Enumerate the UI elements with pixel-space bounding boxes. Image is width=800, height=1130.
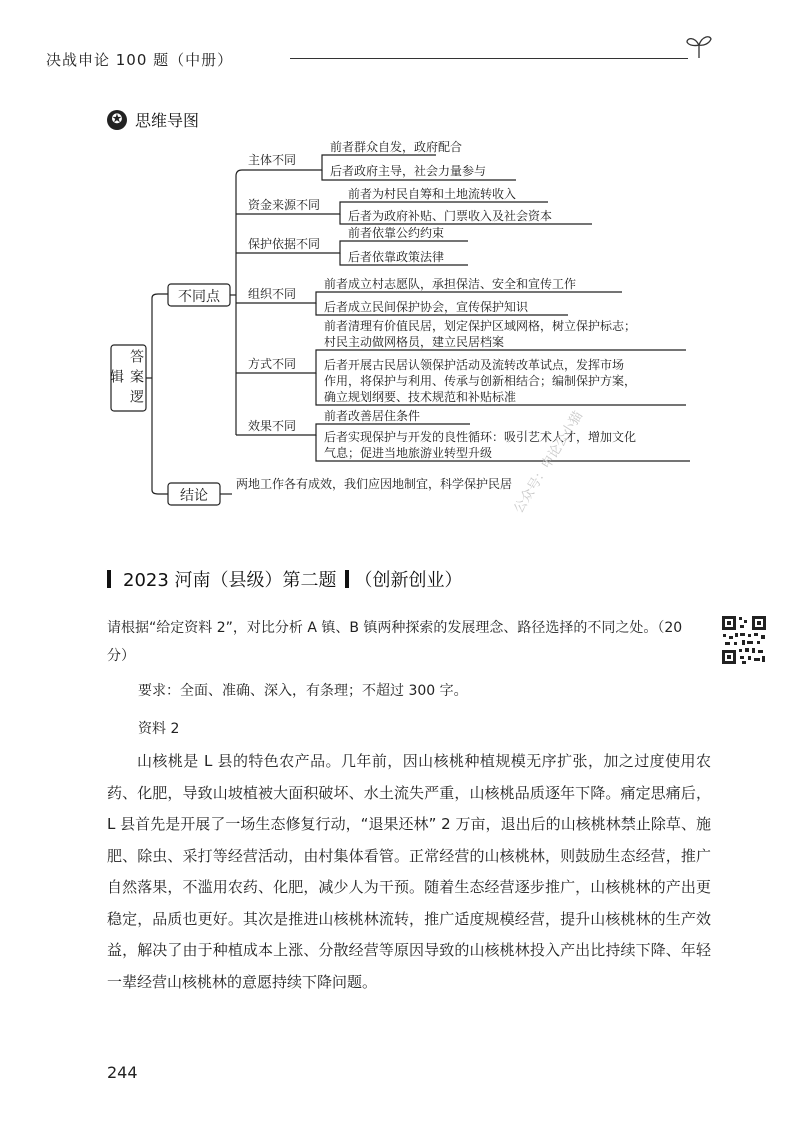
leaf-method-b-line3: 确立规划纲要、技术规范和补贴标准 xyxy=(324,390,517,404)
heading-bar-right xyxy=(345,570,349,588)
leaf-effect-a: 前者改善居住条件 xyxy=(324,409,421,423)
mindmap-heading-text: 思维导图 xyxy=(135,111,200,130)
material-title: 资料 2 xyxy=(138,721,180,737)
heading-bar-left xyxy=(107,570,111,588)
leaf-effect-b-line2: 气息；促进当地旅游业转型升级 xyxy=(324,446,493,460)
category-method: 方式不同 xyxy=(248,357,297,371)
material-paragraph: 山核桃是 L 县的特色农产品。几年前，因山核桃种植规模无序扩张，加之过度使用农药、化肥，导致山坡植被大面积破坏、水土流失严重，山核桃品质逐年下降。痛定思痛后，L 县首先是开展了一场生态修复行动，“退果还林” 2 万亩，退出后的山核桃林禁止除草、施肥、除虫、采打等经营活动，由村集体看管。正常经营的山核桃林，则鼓励生态经营，推广自然落果，不滥用农药、化肥，减少人为干预。随着生态经营逐步推广，山核桃林的产出更稳定，品质也更好。其次是推进山核桃林流转，推广适度规模经营，提升山核桃林的生产效益，解决了由于种植成本上涨、分散经营等原因导致的山核桃林投入产出比持续下降、年轻一辈经营山核桃林的意愿持续下降问题。 xyxy=(107,752,711,991)
leaf-funding-a: 前者为村民自筹和土地流转收入 xyxy=(348,187,517,201)
different-points-label: 不同点 xyxy=(178,289,220,305)
conclusion-text: 两地工作各有成效，我们应因地制宜，科学保护民居 xyxy=(236,477,513,491)
section-heading xyxy=(107,566,463,592)
book-title: 决战申论 100 题（中册） xyxy=(46,51,234,69)
leaf-subject-a: 前者群众自发，政府配合 xyxy=(330,140,463,154)
category-funding: 资金来源不同 xyxy=(248,198,321,212)
leaf-method-a-line1: 前者清理有价值民居，划定保护区域网格，树立保护标志； xyxy=(324,319,637,333)
leaf-basis-b: 后者依靠政策法律 xyxy=(348,250,445,264)
category-organization: 组织不同 xyxy=(248,287,297,301)
category-subject: 主体不同 xyxy=(248,153,297,167)
leaf-basis-a: 前者依靠公约约束 xyxy=(348,226,445,240)
star-circle-icon: ✪ xyxy=(107,110,127,130)
leaf-funding-b: 后者为政府补贴、门票收入及社会资本 xyxy=(348,209,553,223)
leaf-method-b-line1: 后者开展古民居认领保护活动及流转改革试点，发挥市场 xyxy=(324,358,625,372)
leaf-method-b-line2: 作用，将保护与利用、传承与创新相结合；编制保护方案， xyxy=(324,374,637,388)
leaf-organization-a: 前者成立村志愿队，承担保洁、安全和宣传工作 xyxy=(324,277,577,291)
qr-code-icon xyxy=(720,614,768,666)
watermark: 公众号：申论公小猫 xyxy=(511,408,587,517)
conclusion-label: 结论 xyxy=(180,488,208,504)
leaf-method-a-line2: 村民主动做网格员，建立民居档案 xyxy=(324,335,505,349)
section-title: 2023 河南（县级）第二题 xyxy=(123,570,337,591)
category-basis: 保护依据不同 xyxy=(248,237,321,251)
page-number: 244 xyxy=(107,1063,138,1082)
leaf-effect-b-line1: 后者实现保护与开发的良性循环：吸引艺术人才，增加文化 xyxy=(324,430,637,444)
mindmap-root: 答案逻辑 xyxy=(108,349,144,409)
requirement-text: 要求：全面、准确、深入，有条理；不超过 300 字。 xyxy=(138,683,468,699)
section-tag: （创新创业） xyxy=(354,570,463,591)
question-text: 请根据“给定资料 2”，对比分析 A 镇、B 镇两种探索的发展理念、路径选择的不同之处。（20 分） xyxy=(107,620,683,664)
category-effect: 效果不同 xyxy=(248,419,297,433)
leaf-subject-b: 后者政府主导，社会力量参与 xyxy=(330,164,487,178)
leaf-organization-b: 后者成立民间保护协会，宣传保护知识 xyxy=(324,300,529,314)
